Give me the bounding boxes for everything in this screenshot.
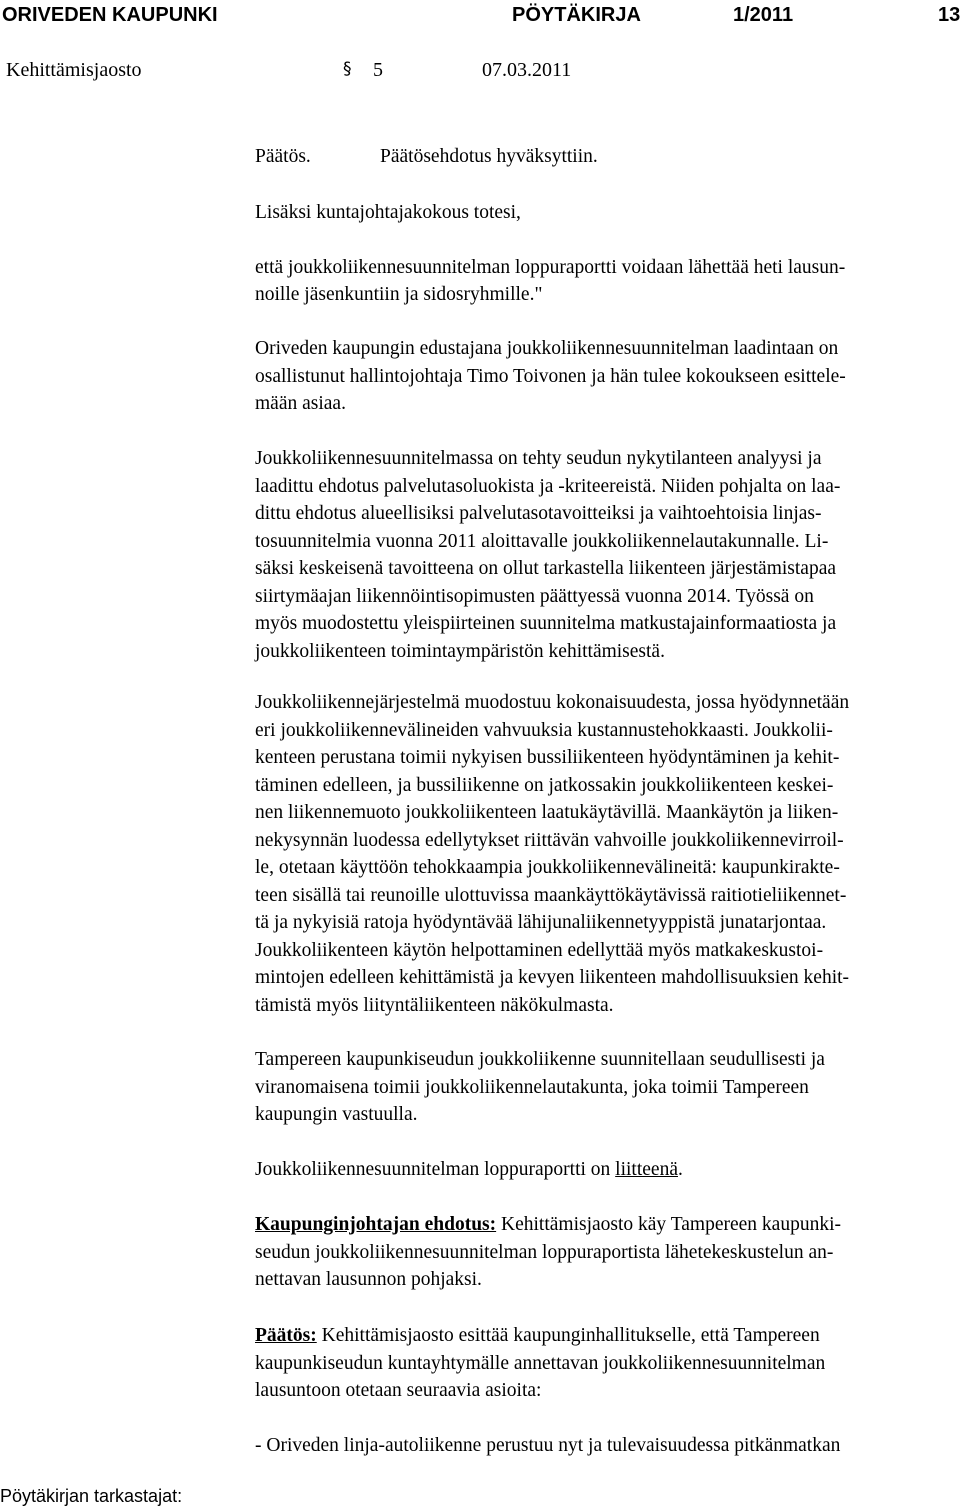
text-line: nettavan lausunnon pohjaksi. <box>255 1269 482 1290</box>
text-line: lausuntoon otetaan seuraavia asioita: <box>255 1380 542 1401</box>
document-type: PÖYTÄKIRJA <box>512 4 641 26</box>
paragraph-representative <box>255 335 955 418</box>
text-line: dittu ehdotus alueellisiksi palvelutasotavoitteiksi ja vaihtoehtoisia linjas- <box>255 503 822 524</box>
text-line: laadittu ehdotus palvelutasoluokista ja -kriteereistä. Niiden pohjalta on laa- <box>255 475 841 497</box>
body-name: Kehittämisjaosto <box>6 59 142 81</box>
decision-label: Päätös: <box>255 1325 317 1346</box>
text-line: joukkoliikenteen toimintaympäristön kehittämisestä. <box>255 640 665 662</box>
text-line: Joukkoliikennejärjestelmä muodostuu kokonaisuudesta, jossa hyödynnetään <box>255 692 850 713</box>
text-line: kaupungin vastuulla. <box>255 1104 418 1125</box>
footer-inspectors-label: Pöytäkirjan tarkastajat: <box>0 1486 183 1506</box>
paragraph-decision <box>255 1322 955 1405</box>
text-line <box>255 1322 955 1350</box>
paragraph-mayor-proposal <box>255 1211 955 1294</box>
quote-decision-text: Päätösehdotus hyväksyttiin. <box>380 146 598 167</box>
quote-line: Lisäksi kuntajohtajakokous totesi, <box>255 202 521 223</box>
attachment-text: Joukkoliikennesuunnitelman loppuraportti on <box>255 1159 616 1180</box>
text-line <box>255 1211 955 1239</box>
text-line: Joukkoliikennesuunnitelmassa on tehty seudun nykytilanteen analyysi ja <box>255 448 822 469</box>
paragraph-plan-summary <box>255 445 955 665</box>
decision-bullet-list <box>255 1432 955 1460</box>
text-line: mään asiaa. <box>255 393 346 414</box>
section-sign: § <box>343 59 352 79</box>
text-line: Tampereen kaupunkiseudun joukkoliikenne suunnitellaan seudullisesti ja <box>255 1049 825 1070</box>
text-line: nen liikennemuoto joukkoliikenteen laatukäytävillä. Maankäytön ja liiken- <box>255 802 839 823</box>
attachment-period: . <box>677 1159 683 1180</box>
document-number: 1/2011 <box>733 4 794 26</box>
proposal-label: Kaupunginjohtajan ehdotus: <box>255 1214 497 1235</box>
text-line: siirtymäajan liikennöintisopimusten päättyessä vuonna 2014. Työssä on <box>255 585 814 607</box>
text-line: le, otetaan käyttöön tehokkaampia joukkoliikennevälineitä: kaupunkirakte- <box>255 857 840 878</box>
text-line: Oriveden kaupungin edustajana joukkoliikennesuunnitelman laadintaan on <box>255 338 839 359</box>
text-line: osallistunut hallintojohtaja Timo Toivonen ja hän tulee kokoukseen esittele- <box>255 365 846 387</box>
section-number: 5 <box>373 59 383 81</box>
municipality-name: ORIVEDEN KAUPUNKI <box>2 4 218 26</box>
text-line: täminen edelleen, ja bussiliikenne on jatkossakin joukkoliikenteen keskei- <box>255 774 834 796</box>
quote-decision-label: Päätös. <box>255 146 311 167</box>
attachment-link[interactable]: liitteenä <box>615 1159 678 1180</box>
page-number: 13 <box>938 4 960 26</box>
paragraph-regional-planning <box>255 1046 955 1129</box>
text-line: kenteen perustana toimii nykyisen bussiliikenteen hyödyntäminen ja kehit- <box>255 747 840 768</box>
text-line: seudun joukkoliikennesuunnitelman loppuraportista lähetekeskustelun an- <box>255 1241 834 1263</box>
quote-line: että joukkoliikennesuunnitelman loppuraportti voidaan lähettää heti lausun- <box>255 256 846 278</box>
text-line: viranomaisena toimii joukkoliikennelautakunta, joka toimii Tampereen <box>255 1076 809 1098</box>
paragraph-transport-system <box>255 689 955 1019</box>
text-line: mintojen edelleen kehittämistä ja kevyen liikenteen mahdollisuuksien kehit- <box>255 967 850 988</box>
text-line: nekysynnän luodessa edellytykset riittävän vahvoille joukkoliikennevirroil- <box>255 829 844 851</box>
text-line: myös muodostettu yleispiirteinen suunnitelma matkustajainformaatiosta ja <box>255 613 837 634</box>
paragraph-attachment <box>255 1156 955 1184</box>
text-line: tämistä myös liityntäliikenteen näkökulmasta. <box>255 994 614 1016</box>
text-line: tosuunnitelmia vuonna 2011 aloittavalle joukkoliikennelautakunnalle. Li- <box>255 530 829 552</box>
text-line: kaupunkiseudun kuntayhtymälle annettavan joukkoliikennesuunnitelman <box>255 1352 826 1374</box>
list-item: - Oriveden linja-autoliikenne perustuu nyt ja tulevaisuudessa pitkänmatkan <box>255 1435 841 1456</box>
text-line: eri joukkoliikennevälineiden vahvuuksia kustannustehokkaasti. Joukkolii- <box>255 719 833 741</box>
text-line: tä ja nykyisiä ratoja hyödyntävää lähijunaliikennetyyppistä junatarjontaa. <box>255 912 827 933</box>
quote-line: noille jäsenkuntiin ja sidosryhmille." <box>255 284 543 305</box>
text-line: säksi keskeisenä tavoitteena on ollut tarkastella liikenteen järjestämistapaa <box>255 558 837 579</box>
text-line: Joukkoliikenteen käytön helpottaminen edellyttää myös matkakeskustoi- <box>255 939 824 961</box>
text-line <box>255 1156 955 1184</box>
quote-block <box>255 199 955 309</box>
text-line: teen sisällä tai reunoille ulottuvissa maankäyttökäytävissä raitiotieliikennet- <box>255 884 847 906</box>
meeting-date: 07.03.2011 <box>482 59 572 81</box>
proposal-text: Kehittämisjaosto käy Tampereen kaupunki- <box>496 1214 841 1235</box>
decision-text: Kehittämisjaosto esittää kaupunginhallitukselle, että Tampereen <box>316 1325 820 1346</box>
